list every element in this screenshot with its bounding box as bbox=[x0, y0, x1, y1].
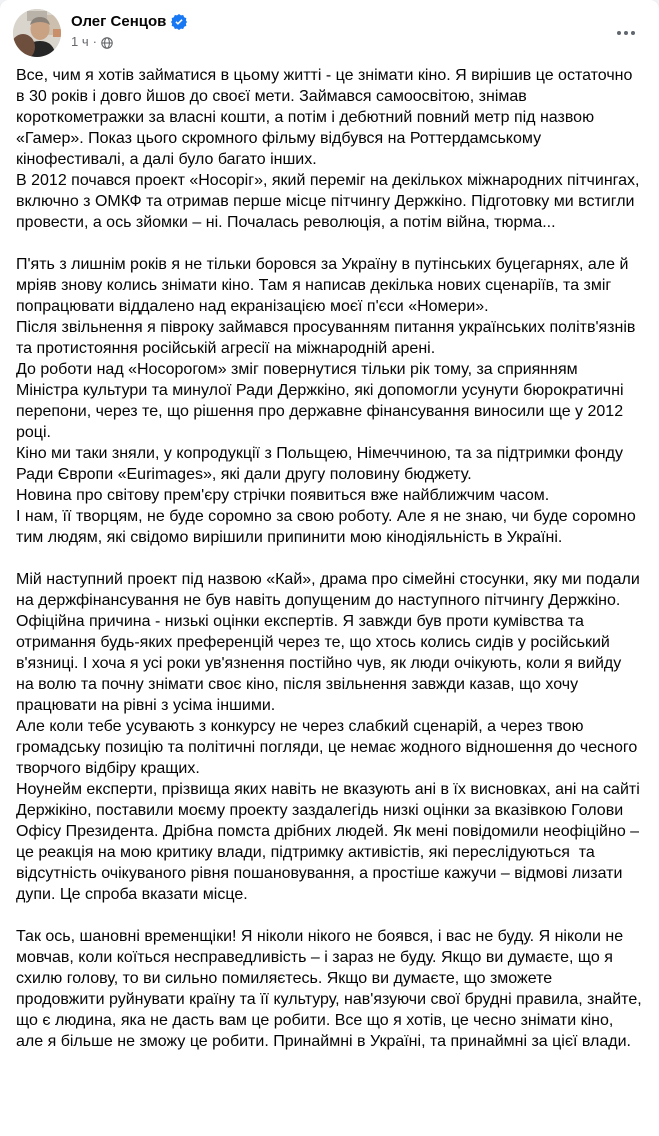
post-menu-button[interactable] bbox=[613, 23, 639, 43]
profile-photo-icon bbox=[13, 9, 61, 57]
post-text-segment: Новина про світову прем'єру стрічки появиться вже найближчим часом. bbox=[16, 487, 550, 504]
post-paragraph bbox=[16, 254, 643, 548]
post-text-segment: До роботи над «Носорогом» зміг повернутися тільки рік тому, за сприянням Міністра культури та минулої Ради Держкіно, які допомогли усунути бюрократичні перепони, через те, що рішення про державне фінансування виносили ще у 2012 році. bbox=[16, 361, 628, 441]
timestamp[interactable]: 1 ч bbox=[71, 34, 89, 49]
post-text bbox=[0, 59, 659, 1066]
more-options-icon bbox=[617, 31, 635, 35]
meta-separator: · bbox=[92, 34, 97, 49]
post-text-segment: В 2012 почався проект «Носоріг», який переміг на декількох міжнародних пітчингах, включно з ОМКФ та отримав перше місце пітчингу Держкіно. Підготовку ми встигли провести, а ось зйомки – ні. Почалась революція, а потім війна, тюрма... bbox=[16, 172, 644, 231]
post-text-segment: Але коли тебе усувають з конкурсу не через слабкий сценарій, а через твою громадську позицію та політичні погляди, це немає жодного відношення до чесного творчого відбіру кращих. bbox=[16, 718, 642, 777]
globe-privacy-icon bbox=[101, 37, 113, 49]
post-text-segment: Кіно ми таки зняли, у копродукції з Польщею, Німеччиною, та за підтримки фонду Ради Європи «Eurimages», які дали другу половину бюджету. bbox=[16, 445, 628, 483]
author-row bbox=[71, 12, 613, 31]
post-paragraph bbox=[16, 926, 647, 1052]
post-text-segment: Все, чим я хотів займатися в цьому житті - це знімати кіно. Я вирішив це остаточно в 30 років і довго йшов до своєї мети. Займався самоосвітою, знімав короткометражки за власні кошти, а потім і дебютний повний метр під назвою «Гамер». Показ цього скромного фільму відбувся на Роттердамському кінофестивалі, а далі було багато інших. bbox=[16, 67, 637, 168]
avatar[interactable] bbox=[13, 9, 61, 57]
post-text-segment: Мій наступний проект під назвою «Кай», драма про сімейні стосунки, яку ми подали на держфінансування не був навіть допущеним до наступного пітчингу Держкіно. Офіційна причина - низькі оцінки експертів. Я завжди був проти кумівства та отримання будь-яких преференцій через те, що хтось колись сидів у російський в'язниці. І хоча я усі роки ув'язнення постійно чув, як люди очікують, коли я вийду на волю та почну знімати своє кіно, після звільнення завжди казав, що хочу працювати на рівні з усіма іншими. bbox=[16, 571, 645, 714]
author-name[interactable]: Олег Сенцов bbox=[71, 13, 167, 30]
post-paragraph bbox=[16, 65, 643, 233]
header-meta bbox=[71, 9, 613, 50]
post-text-segment: Після звільнення я півроку займався просуванням питання українських політв'язнів та протистояння російській агресії на міжнародній арені. bbox=[16, 319, 640, 357]
post-text-segment: П'ять з лишнім років я не тільки боровся за Україну в путінських буцегарнях, але й мріяв знову колись знімати кіно. Там я написав декілька нових сценаріїв, та зміг попрацювати віддалено над екранізацією моєї п'єси «Номери». bbox=[16, 256, 633, 315]
post-text-segment: Так ось, шановні временщіки! Я ніколи нікого не боявся, і вас не буду. Я ніколи не мовчав, коли коїться несправедливість – і зараз не буду. Якщо ви думаєте, що я схилю голову, то ви сильно помиляєтесь. Якщо ви думаєте, що зможете продовжити руйнувати країну та її культуру, нав'язуючи свої брудні правила, знайте, що є людина, яка не дасть вам це робити. Все що я хотів, це чесно знімати кіно, але я більше не зможу це робити. Принаймні в Україні, та принаймні за цієї влади. bbox=[16, 928, 647, 1050]
post-text-segment: І нам, її творцям, не буде соромно за свою роботу. Але я не знаю, чи буде соромно тим людям, які свідомо вирішили припинити мою кінодіяльність в Україні. bbox=[16, 508, 641, 546]
post-header bbox=[0, 0, 659, 59]
post-meta-row bbox=[71, 34, 613, 50]
post-paragraph bbox=[16, 569, 643, 905]
verified-badge-icon bbox=[171, 14, 187, 30]
post-text-segment: Ноунейм експерти, прізвища яких навіть не вказують ані в їх висновках, ані на сайті Держікіно, поставили моєму проекту заздалегідь низкі оцінки за вказівкою Голови Офісу Президента. Дрібна помста дрібних людей. Як мені повідомили неофіційно – це реакція на мою критику влади, підтримку активістів, які переслідуються та відсутність очікуваного рівня пошановування, а простіше кажучи – відмові лизати дупи. Це спроба вказати місце. bbox=[16, 781, 645, 903]
